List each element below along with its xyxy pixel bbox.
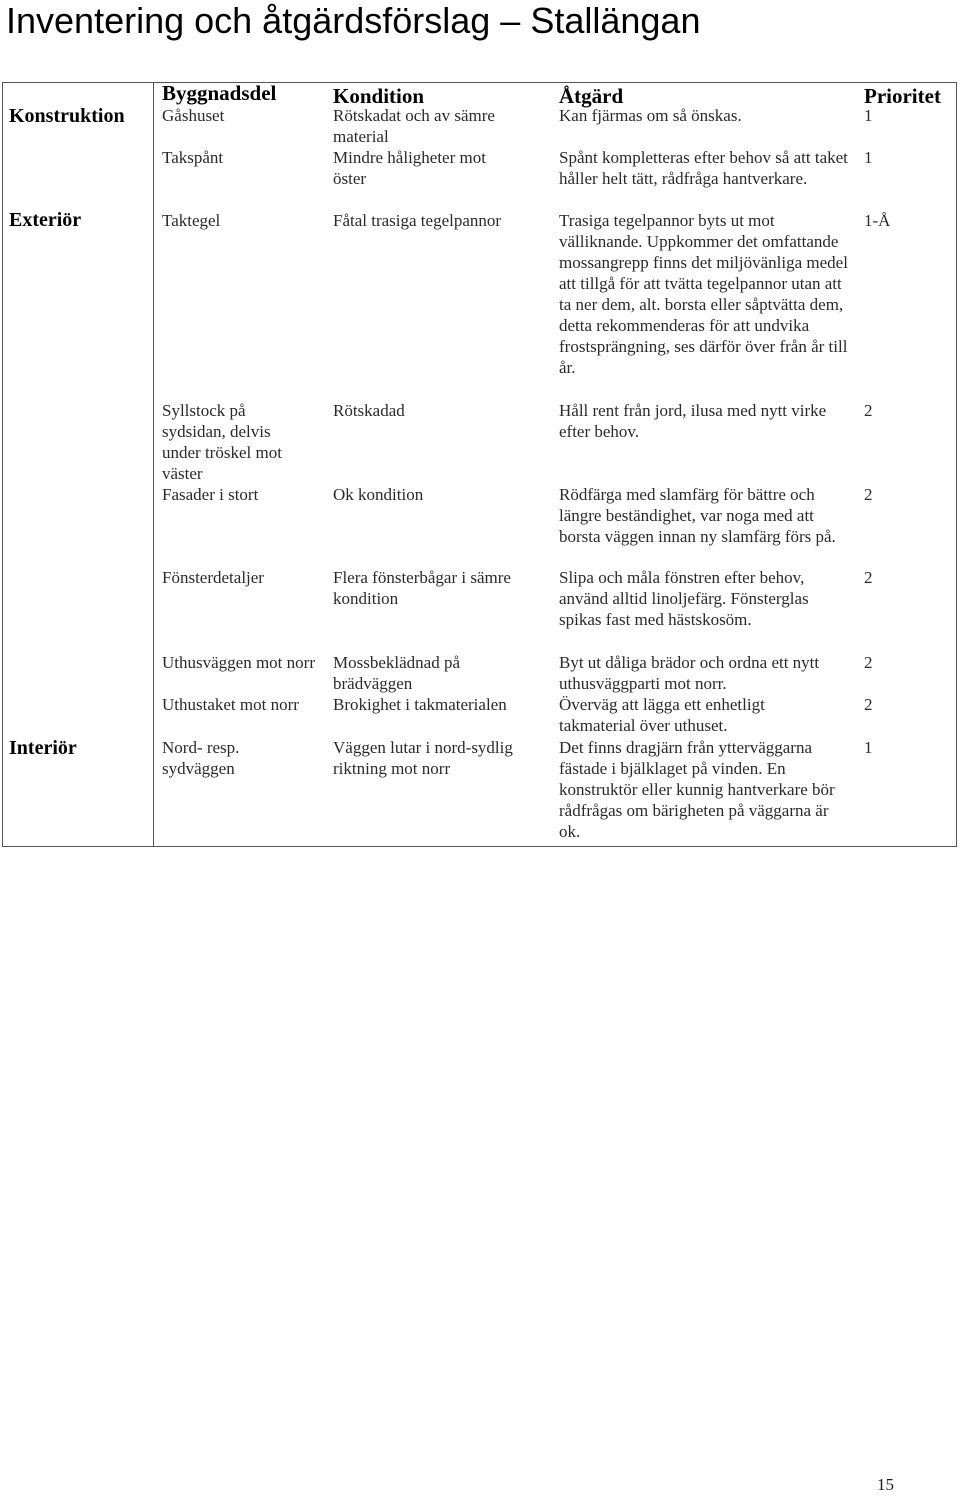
- cell-action: Byt ut dåliga brädor och ordna ett nytt uthusväggparti mot norr.: [559, 653, 820, 693]
- cell-priority: 2: [864, 568, 873, 587]
- cell-condition: Väggen lutar i nord-sydlig riktning mot norr: [333, 738, 513, 778]
- header-part: Byggnadsdel: [162, 81, 277, 105]
- section-construction: Konstruktion: [9, 105, 125, 127]
- cell-part: Syllstock på sydsidan, delvis under tröskel mot väster: [162, 401, 282, 483]
- cell-action: Slipa och måla fönstren efter behov, använd alltid linoljefärg. Fönsterglas spikas fast med hästskosöm.: [559, 568, 809, 629]
- cell-condition: Ok kondition: [333, 485, 424, 504]
- cell-condition: Flera fönsterbågar i sämre kondition: [333, 568, 511, 608]
- cell-priority: 2: [864, 653, 873, 672]
- cell-part: Uthustaket mot norr: [162, 695, 299, 714]
- cell-part: Taktegel: [162, 211, 221, 230]
- cell-condition: Rötskadad: [333, 401, 405, 420]
- cell-action: Håll rent från jord, ilusa med nytt virke efter behov.: [559, 401, 827, 441]
- section-exterior: Exteriör: [9, 209, 82, 231]
- cell-priority: 2: [864, 695, 873, 714]
- header-condition: Kondition: [333, 84, 425, 108]
- cell-part: Fönsterdetaljer: [162, 568, 264, 587]
- page-number: 15: [877, 1475, 894, 1494]
- cell-priority: 1: [864, 738, 873, 757]
- cell-condition: Mindre håligheter mot öster: [333, 148, 486, 188]
- column-divider: [153, 82, 154, 847]
- cell-condition: Rötskadat och av sämre material: [333, 106, 495, 146]
- cell-action: Spånt kompletteras efter behov så att taket håller helt tätt, rådfråga hantverkare.: [559, 148, 848, 188]
- cell-part: Gåshuset: [162, 106, 225, 125]
- cell-action: Det finns dragjärn från ytterväggarna fästade i bjälklaget på vinden. En konstruktör eller kunnig hantverkare bör rådfrågas om bärigheten på väggarna är ok.: [559, 738, 835, 841]
- header-action: Åtgärd: [559, 84, 624, 108]
- cell-priority: 1-Å: [864, 211, 891, 230]
- cell-action: Rödfärga med slamfärg för bättre och längre beständighet, var noga med att borsta väggen innan ny slamfärg förs på.: [559, 485, 836, 546]
- header-priority: Prioritet: [864, 84, 941, 108]
- cell-condition: Brokighet i takmaterialen: [333, 695, 507, 714]
- cell-action: Kan fjärmas om så önskas.: [559, 106, 742, 125]
- cell-part: Takspånt: [162, 148, 224, 167]
- cell-part: Nord- resp. sydväggen: [162, 738, 240, 778]
- cell-priority: 2: [864, 485, 873, 504]
- cell-action: Överväg att lägga ett enhetligt takmaterial över uthuset.: [559, 695, 765, 735]
- page-title: Inventering och åtgärdsförslag – Stallängan: [6, 0, 701, 41]
- cell-action: Trasiga tegelpannor byts ut mot välliknande. Uppkommer det omfattande mossangrepp finns det miljövänliga medel att tillgå för att tvätta tegelpannor utan att ta ner dem, alt. borsta eller såptvätta dem, detta rekommenderas för att undvika frostsprängning, ses därför över från år till år.: [559, 211, 848, 377]
- cell-part: Fasader i stort: [162, 485, 259, 504]
- cell-priority: 1: [864, 148, 873, 167]
- section-interior: Interiör: [9, 737, 77, 759]
- cell-condition: Fåtal trasiga tegelpannor: [333, 211, 502, 230]
- cell-priority: 2: [864, 401, 873, 420]
- cell-condition: Mossbeklädnad på brädväggen: [333, 653, 461, 693]
- cell-priority: 1: [864, 106, 873, 125]
- cell-part: Uthusväggen mot norr: [162, 653, 315, 672]
